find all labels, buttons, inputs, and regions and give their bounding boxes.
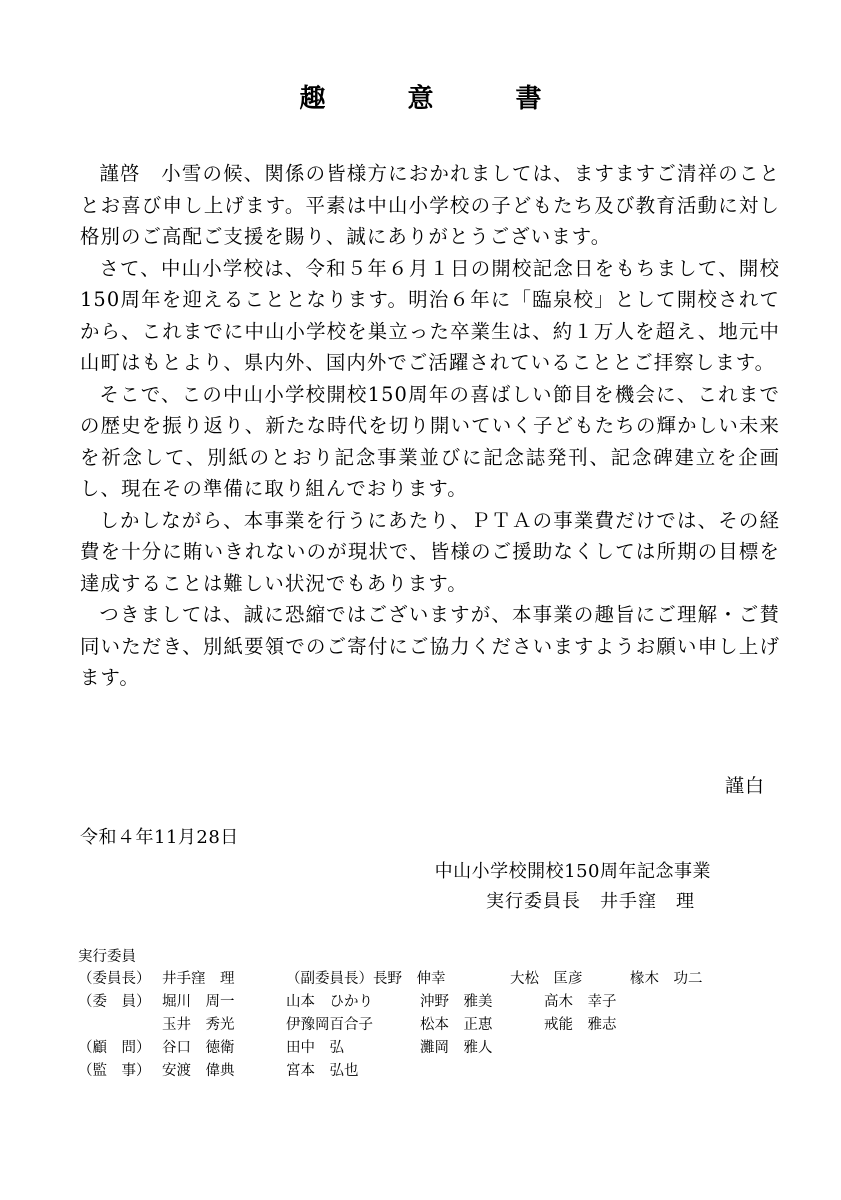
body-text — [80, 158, 780, 694]
chairperson-name: 実行委員長 井手窪 理 — [486, 891, 695, 912]
document-date: 令和４年11月28日 — [80, 827, 239, 848]
committee-row — [78, 991, 768, 1014]
committee-role: （委員長） — [78, 971, 151, 987]
paragraph-anniversary: さて、中山小学校は、令和５年６月１日の開校記念日をもちまして、開校150周年を迎えることとなります。明治６年に「臨泉校」として開校されてから、これまでに中山小学校を巣立った卒業生は、約１万人を超え、地元中山町はもとより、県内外、国内外でご活躍されていることとご拝察します。 — [80, 256, 780, 374]
committee-member: 堀川 周一 — [162, 994, 235, 1010]
committee-member: 山本 ひかり — [286, 994, 373, 1010]
committee-member: 玉井 秀光 — [162, 1017, 235, 1033]
committee-member: 戒能 雅志 — [544, 1017, 617, 1033]
paragraph-projects: そこで、この中山小学校開校150周年の喜ばしい節目を機会に、これまでの歴史を振り返り、新たな時代を切り開いていく子どもたちの輝かしい未来を祈念して、別紙のとおり記念事業並びに記念誌発刊、記念碑建立を企画し、現在その準備に取り組んでおります。 — [80, 382, 780, 500]
committee-row — [78, 1014, 768, 1037]
paragraph-greeting: 謹啓 小雪の候、関係の皆様方におかれましては、ますますご清祥のこととお喜び申し上げます。平素は中山小学校の子どもたち及び教育活動に対し格別のご高配ご支援を賜り、誠にありがとうございます。 — [80, 162, 780, 248]
committee-role: （委 員） — [78, 994, 151, 1010]
committee-member: 大松 匡彦 — [510, 971, 583, 987]
committee-member: 田中 弘 — [286, 1040, 344, 1056]
closing-phrase: 謹白 — [724, 775, 765, 797]
committee-member: （副委員長）長野 伸幸 — [286, 971, 446, 987]
paragraph-request: つきましては、誠に恐縮ではございますが、本事業の趣旨にご理解・ご賛同いただき、別紙要領でのご寄付にご協力くださいますようお願い申し上げます。 — [80, 603, 780, 689]
committee-member: 安渡 偉典 — [162, 1063, 235, 1079]
committee-member: 松本 正恵 — [420, 1017, 493, 1033]
committee-role: （監 事） — [78, 1063, 151, 1079]
committee-member: 沖野 雅美 — [420, 994, 493, 1010]
committee-heading: 実行委員 — [78, 949, 136, 965]
committee-row — [78, 1037, 768, 1060]
committee-row — [78, 968, 768, 991]
organization-name: 中山小学校開校150周年記念事業 — [434, 861, 711, 882]
committee-row — [78, 1060, 768, 1083]
committee-member: 高木 幸子 — [544, 994, 617, 1010]
committee-list — [78, 946, 768, 1083]
committee-role: （顧 問） — [78, 1040, 151, 1056]
committee-member: 宮本 弘也 — [286, 1063, 359, 1079]
committee-member: 椽木 功二 — [630, 971, 703, 987]
document-title: 趣 意 書 — [299, 84, 570, 114]
committee-member: 井手窪 理 — [162, 971, 235, 987]
committee-member: 谷口 徳衛 — [162, 1040, 235, 1056]
committee-member: 灘岡 雅人 — [420, 1040, 493, 1056]
paragraph-funding: しかしながら、本事業を行うにあたり、ＰＴＡの事業費だけでは、その経費を十分に賄いきれないのが現状で、皆様のご援助なくしては所期の目標を達成することは難しい状況でもあります。 — [80, 508, 780, 595]
committee-member: 伊豫岡百合子 — [286, 1017, 373, 1033]
